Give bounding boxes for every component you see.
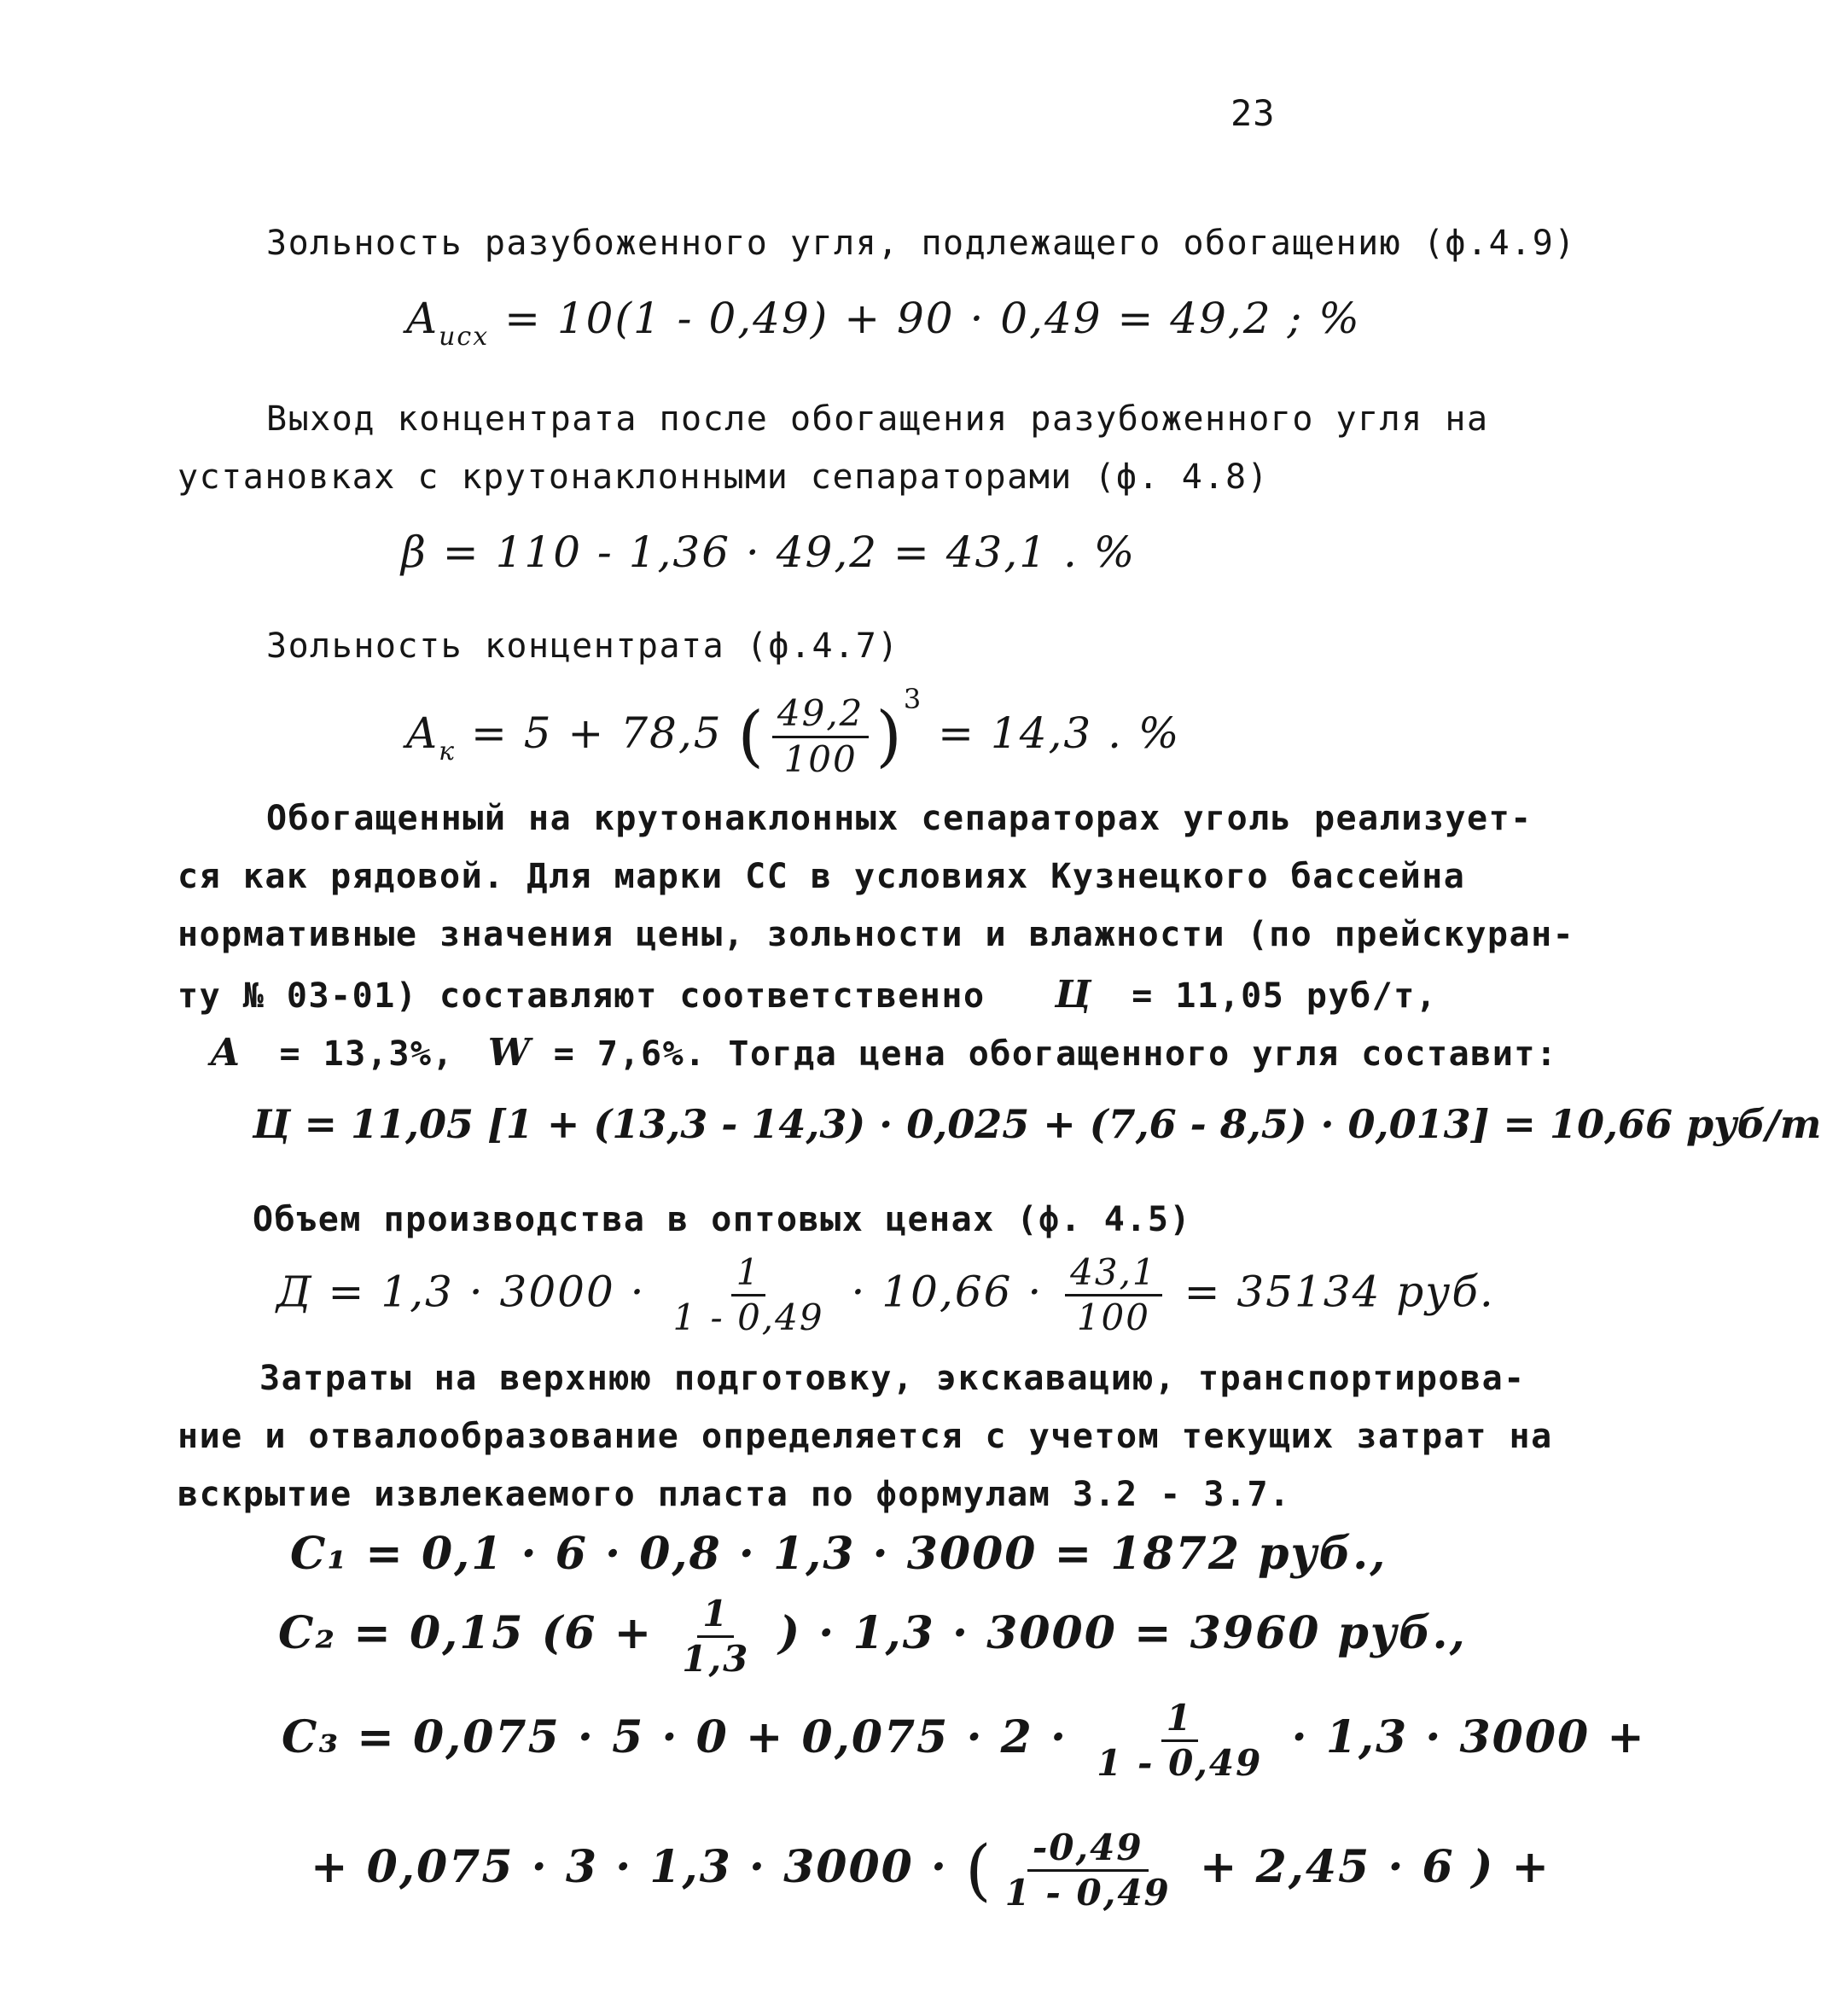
text-lead: ту № 03-01) составляют соответственно (177, 976, 986, 1016)
paragraph-costs-line-1: Затраты на верхнюю подготовку, экскавацию, транспортирова- (259, 1359, 1526, 1398)
fraction-numerator: -0,49 (1027, 1828, 1149, 1872)
fraction-numerator: 1 (697, 1594, 734, 1638)
fraction-denominator: 1 - 0,49 (672, 1296, 824, 1339)
paragraph-pricing-line-3: нормативные значения цены, зольности и влажности (по прейскуран- (177, 915, 1575, 954)
formula-part: C₂ = 0,15 (6 + (278, 1607, 654, 1660)
formula-cost-c2 (278, 1594, 1467, 1679)
formula-production-volume (276, 1253, 1495, 1337)
fraction-numerator: 1 (1161, 1698, 1198, 1742)
fraction-numerator: 49,2 (772, 694, 870, 737)
formula-part: Д = 1,3 · 3000 · (276, 1267, 646, 1317)
formula-symbol: A (406, 708, 439, 758)
formula-expression-right: = 14,3 . % (938, 708, 1181, 758)
moisture-symbol: W (487, 1031, 532, 1075)
paragraph-pricing-line-4 (177, 973, 1437, 1017)
formula-part: = 35134 руб. (1184, 1267, 1495, 1317)
fraction (1091, 1698, 1267, 1783)
moisture-value: = 7,6%. Тогда цена обогащенного угля составит: (553, 1034, 1558, 1074)
formula-cost-c3-line-1 (282, 1698, 1646, 1783)
formula-concentrate-yield: β = 110 - 1,36 · 49,2 = 43,1 . % (401, 527, 1137, 577)
fraction-numerator: 43,1 (1065, 1253, 1162, 1296)
price-symbol: Ц (1055, 973, 1093, 1017)
formula-expression: = 10(1 - 0,49) + 90 · 0,49 = 49,2 ; % (504, 294, 1361, 343)
formula-part: C₃ = 0,075 · 5 · 0 + 0,075 · 2 · (282, 1711, 1068, 1764)
fraction (1000, 1828, 1176, 1913)
paragraph-pricing-line-5 (210, 1031, 1557, 1075)
paragraph-costs-line-3: вскрытие извлекаемого пласта по формулам 3.2 - 3.7. (177, 1475, 1291, 1514)
formula-cost-c3-line-2: + 0,075 · 3 · 1,3 · 3000 · ( $\frac{-0,49}{1 - 0,49}$ + 2,45 · 6 ) + (311, 1827, 1551, 1914)
formula-part: · 10,66 · (851, 1267, 1044, 1317)
paragraph-costs-line-2: ние и отвалообразование определяется с учетом текущих затрат на (177, 1417, 1553, 1456)
paragraph-pricing-line-2: ся как рядовой. Для марки СС в условиях Кузнецкого бассейна (177, 857, 1466, 896)
ash-symbol: А (210, 1031, 242, 1075)
fraction-denominator: 1 - 0,49 (1004, 1872, 1171, 1914)
formula-exponent: 3 (903, 683, 923, 715)
formula-concentrate-ash: $A_к = 5 + 78,5$ ( $\frac{49,2}{100}$ )$^3$ = 14,3 . % (406, 683, 1181, 780)
paragraph-concentrate-yield-line-2: установках с крутонаклонными сепараторами (ф. 4.8) (177, 457, 1270, 497)
fraction-numerator: 1 (731, 1253, 766, 1296)
formula-subscript: к (439, 737, 457, 766)
formula-part: · 1,3 · 3000 + (1291, 1711, 1646, 1764)
fraction-denominator: 1,3 (682, 1638, 750, 1681)
formula-part: + 2,45 · 6 ) + (1199, 1841, 1551, 1894)
formula-subscript: исх (439, 322, 490, 352)
fraction-denominator: 1 - 0,49 (1097, 1742, 1263, 1785)
page-number: 23 (1230, 92, 1276, 134)
fraction-denominator: 100 (1076, 1296, 1150, 1339)
fraction (677, 1594, 754, 1679)
paragraph-ash-content-diluted-coal: Зольность разубоженного угля, подлежащего обогащению (ф.4.9) (266, 224, 1576, 263)
formula-part: ) · 1,3 · 3000 = 3960 руб., (778, 1607, 1467, 1660)
paragraph-pricing-line-1: Обогащенный на крутонаклонных сепараторах уголь реализует- (266, 799, 1533, 838)
formula-symbol: A (406, 294, 439, 343)
paragraph-concentrate-ash: Зольность концентрата (ф.4.7) (266, 626, 899, 666)
price-value: = 11,05 руб/т, (1132, 976, 1438, 1016)
fraction-denominator: 100 (783, 737, 858, 780)
fraction (667, 1253, 829, 1337)
fraction (772, 694, 870, 778)
formula-ash-initial (406, 294, 1361, 352)
fraction (1065, 1253, 1162, 1337)
formula-enriched-coal-price: Ц = 11,05 [1 + (13,3 - 14,3) · 0,025 + (7,6 - 8,5) · 0,013] = 10,66 руб/т (253, 1101, 1821, 1147)
paragraph-production-volume: Объем производства в оптовых ценах (ф. 4.5) (253, 1200, 1192, 1239)
formula-expression-left: = 5 + 78,5 (470, 708, 723, 758)
formula-part: + 0,075 · 3 · 1,3 · 3000 · (311, 1841, 949, 1894)
ash-value: = 13,3%, (279, 1034, 455, 1074)
formula-cost-c1: C₁ = 0,1 · 6 · 0,8 · 1,3 · 3000 = 1872 руб., (290, 1528, 1388, 1580)
paragraph-concentrate-yield-line-1: Выход концентрата после обогащения разубоженного угля на (266, 399, 1489, 439)
